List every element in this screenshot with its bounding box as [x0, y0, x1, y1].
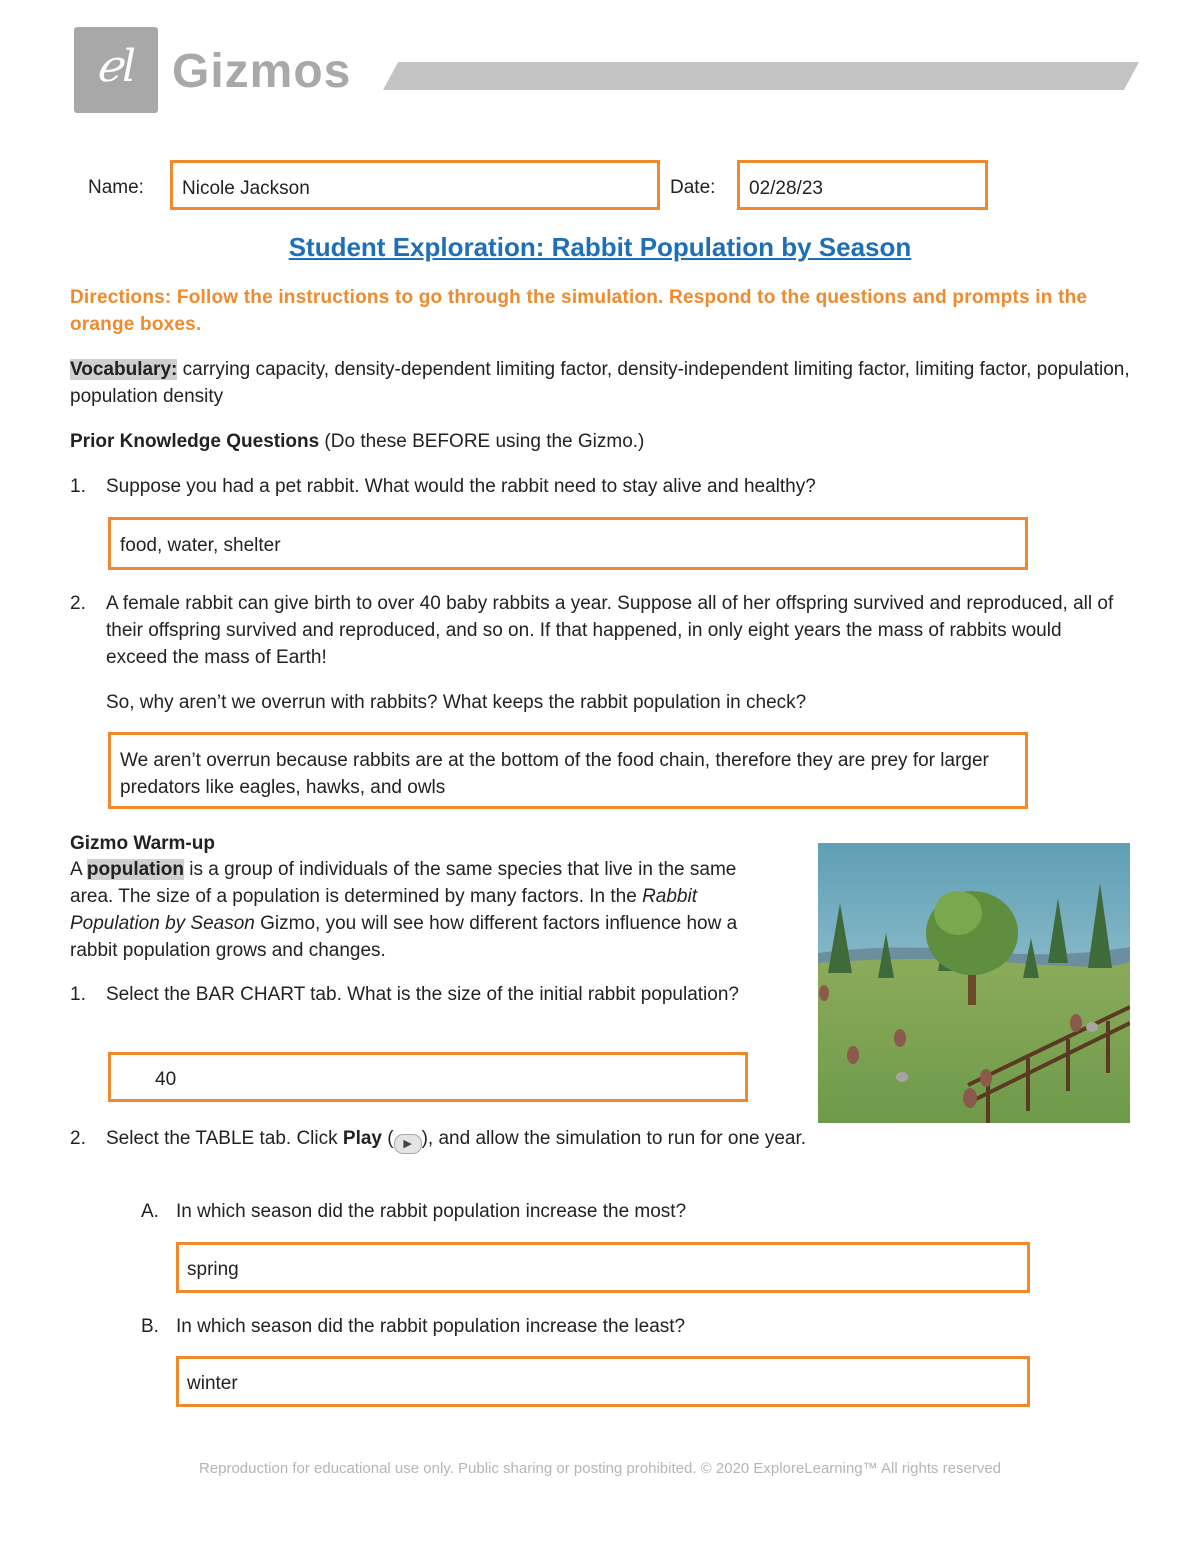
wu-answer-B-text: winter — [187, 1373, 238, 1394]
wu-q2-number: 2. — [70, 1128, 86, 1149]
wu-q1-text: Select the BAR CHART tab. What is the size of the initial rabbit population? — [106, 984, 739, 1005]
pk-answer-2[interactable] — [108, 732, 1028, 809]
wu-q2-pre: Select the TABLE tab. Click — [106, 1128, 343, 1149]
warmup-heading: Gizmo Warm-up — [70, 833, 215, 854]
wu-qA-text: In which season did the rabbit population increase the most? — [176, 1201, 687, 1222]
wu-answer-A-text: spring — [187, 1259, 239, 1280]
play-button-icon: ▶ — [394, 1134, 422, 1154]
warmup-p-rest: is a group of individuals of the same species that live in the same area. The size of a population is determined by many factors. In the — [70, 859, 737, 907]
pk-q2b-text: So, why aren’t we overrun with rabbits? What keeps the rabbit population in check? — [106, 692, 807, 713]
name-value: Nicole Jackson — [182, 178, 310, 199]
vocabulary-text: carrying capacity, density-dependent limiting factor, density-independent limiting factor, limiting factor, population, population density — [70, 359, 1130, 407]
pk-answer-1[interactable] — [108, 517, 1028, 570]
name-label: Name: — [88, 177, 144, 198]
wu-answer-1[interactable] — [108, 1052, 748, 1102]
population-term: population — [86, 859, 184, 880]
vocabulary-label: Vocabulary: — [70, 359, 178, 380]
pk-q2-text: A female rabbit can give birth to over 40 baby rabbits a year. Suppose all of her offspring survived and reproduced, all of their offspring survived and reproduced, and so on. If that happened, in only eight years the mass of rabbits would exceed the mass of Earth! — [106, 593, 1114, 668]
date-label: Date: — [670, 177, 716, 198]
play-label: Play — [342, 1128, 382, 1149]
wu-q2-post: ), and allow the simulation to run for one year. — [421, 1128, 807, 1149]
name-field[interactable] — [170, 160, 660, 210]
pk-q1-number: 1. — [70, 476, 86, 497]
gizmo-name: Rabbit Population by Season — [70, 886, 697, 934]
warmup-paragraph — [70, 856, 760, 964]
wu-answer-1-text: 40 — [155, 1069, 177, 1090]
gizmos-brand: Gizmos — [172, 45, 352, 98]
wu-qB-letter: B. — [141, 1316, 159, 1337]
pk-answer-2-text: We aren’t overrun because rabbits are at the bottom of the food chain, therefore they are prey for larger predators like eagles, hawks, and owls — [120, 750, 989, 798]
warmup-p-start: A — [70, 859, 87, 880]
wu-q2-text — [106, 1125, 818, 1154]
warmup-p-end: Gizmo, you will see how different factors influence how a rabbit population grows and changes. — [70, 913, 738, 961]
explorelearning-logo — [74, 27, 158, 113]
wu-answer-B[interactable] — [176, 1356, 1030, 1407]
date-value: 02/28/23 — [749, 178, 823, 199]
date-field[interactable] — [737, 160, 988, 210]
prior-knowledge-title: Prior Knowledge Questions — [70, 431, 320, 452]
footer-copyright: Reproduction for educational use only. Public sharing or posting prohibited. © 2020 ExploreLearning™ All rights reserved — [198, 1460, 1002, 1477]
vocabulary — [70, 356, 1130, 410]
wu-q1-number: 1. — [70, 984, 86, 1005]
page-title: Student Exploration: Rabbit Population by Season — [288, 232, 912, 262]
wu-answer-A[interactable] — [176, 1242, 1030, 1293]
pk-answer-1-text: food, water, shelter — [120, 535, 281, 556]
wu-q2-open: ( — [382, 1128, 394, 1149]
prior-knowledge-note: (Do these BEFORE using the Gizmo.) — [319, 431, 645, 452]
wu-qB-text: In which season did the rabbit population increase the least? — [176, 1316, 686, 1337]
header-bar — [383, 62, 1139, 90]
wu-qA-letter: A. — [141, 1201, 159, 1222]
prior-knowledge-heading — [70, 428, 644, 455]
rabbit-meadow-image — [818, 843, 1130, 1123]
logo-glyph: ℯl — [95, 41, 137, 92]
directions: Directions: Follow the instructions to go through the simulation. Respond to the questions and prompts in the orange boxes. — [70, 287, 1088, 335]
pk-q2-number: 2. — [70, 593, 86, 614]
pk-q1-text: Suppose you had a pet rabbit. What would the rabbit need to stay alive and healthy? — [106, 476, 816, 497]
